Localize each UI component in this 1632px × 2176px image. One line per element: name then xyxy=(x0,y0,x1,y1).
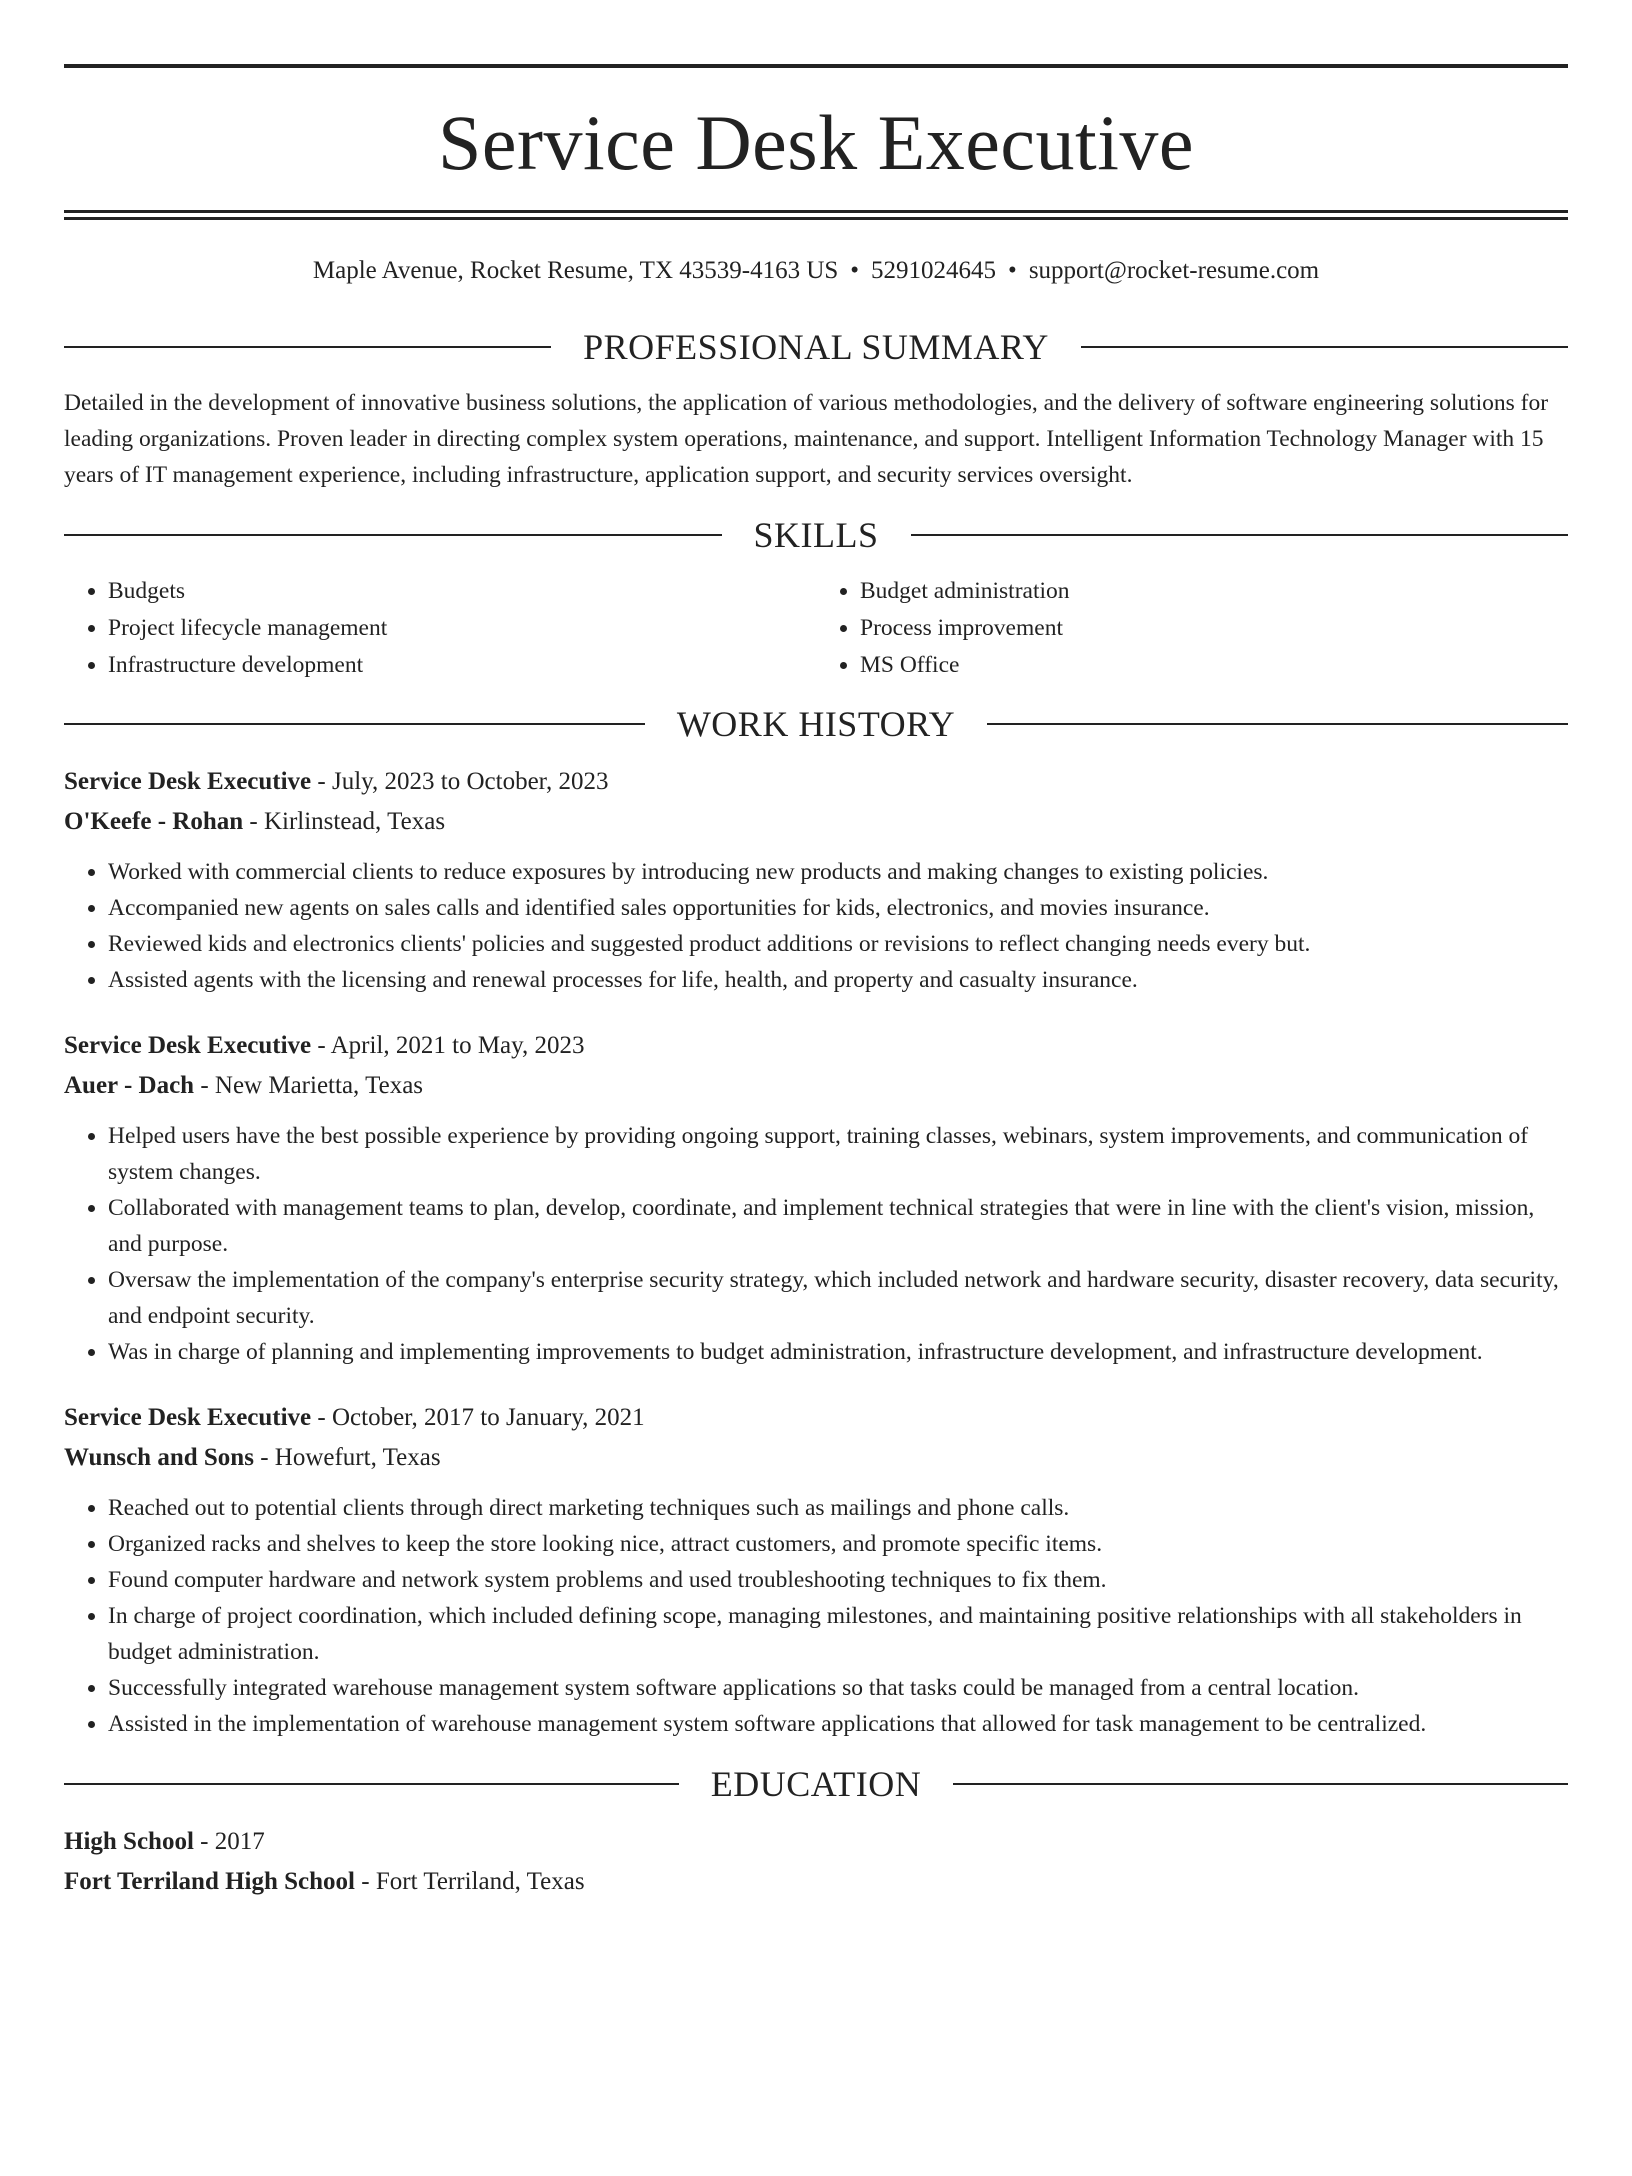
section-header-summary xyxy=(64,329,1568,365)
top-rule xyxy=(64,64,1568,68)
skill-item: • Project lifecycle management xyxy=(108,610,816,647)
job-company-line xyxy=(64,1066,1568,1106)
section-title-skills: SKILLS xyxy=(753,515,879,555)
contact-separator: • xyxy=(850,257,860,284)
skill-item: • Budget administration xyxy=(860,573,1568,610)
job-bullet: • Oversaw the implementation of the company's enterprise security strategy, which included network and hardware security, disaster recovery, data security, and endpoint security. xyxy=(108,1262,1568,1334)
education-degree: High School xyxy=(64,1828,194,1855)
section-rule xyxy=(953,1783,1568,1785)
section-header-skills xyxy=(64,517,1568,553)
resume-page xyxy=(0,64,1632,2176)
job-location: - Howefurt, Texas xyxy=(253,1444,441,1471)
job-dates: - October, 2017 to January, 2021 xyxy=(311,1404,645,1431)
section-rule xyxy=(911,534,1569,536)
section-title-education: EDUCATION xyxy=(710,1764,922,1804)
job-bullet: • Assisted in the implementation of warehouse management system software applications that allowed for task management to be centralized. xyxy=(108,1706,1568,1742)
job-bullet: • Reviewed kids and electronics clients' policies and suggested product additions or revisions to reflect changing needs every but. xyxy=(108,926,1568,962)
skill-item: • Process improvement xyxy=(860,610,1568,647)
job-entry xyxy=(64,762,1568,998)
section-rule xyxy=(64,1783,679,1785)
job-entry xyxy=(64,1398,1568,1742)
skill-item: • Infrastructure development xyxy=(108,647,816,684)
section-rule xyxy=(1081,346,1568,348)
job-entry xyxy=(64,1026,1568,1370)
skills-list xyxy=(64,573,1568,684)
education-school: Fort Terriland High School xyxy=(64,1868,356,1895)
job-bullet: • In charge of project coordination, which included defining scope, managing milestones, and maintaining positive relationships with all stakeholders in budget administration. xyxy=(108,1598,1568,1670)
job-location: - New Marietta, Texas xyxy=(194,1072,424,1099)
job-bullet: • Was in charge of planning and implementing improvements to budget administration, infrastructure development, and infrastructure development. xyxy=(108,1334,1568,1370)
skill-item: • MS Office xyxy=(860,647,1568,684)
job-bullet: • Successfully integrated warehouse management system software applications so that tasks could be managed from a central location. xyxy=(108,1670,1568,1706)
job-bullet: • Assisted agents with the licensing and renewal processes for life, health, and property and casualty insurance. xyxy=(108,962,1568,998)
section-rule xyxy=(987,723,1568,725)
job-title: Service Desk Executive xyxy=(64,768,312,795)
job-bullet: • Helped users have the best possible experience by providing ongoing support, training classes, webinars, system improvements, and communication of system changes. xyxy=(108,1118,1568,1190)
section-title-work: WORK HISTORY xyxy=(676,704,956,744)
job-bullet: • Worked with commercial clients to reduce exposures by introducing new products and making changes to existing policies. xyxy=(108,854,1568,890)
job-bullets xyxy=(64,1490,1568,1742)
candidate-name: Service Desk Executive xyxy=(437,99,1195,186)
job-title-line xyxy=(64,762,1568,802)
job-title: Service Desk Executive xyxy=(64,1032,312,1059)
job-bullet: • Accompanied new agents on sales calls and identified sales opportunities for kids, electronics, and movies insurance. xyxy=(108,890,1568,926)
contact-address: Maple Avenue, Rocket Resume, TX 43539-4163 US xyxy=(312,257,839,284)
job-title-line xyxy=(64,1398,1568,1438)
education-degree-line xyxy=(64,1822,1568,1862)
summary-text: Detailed in the development of innovative business solutions, the application of various methodologies, and the delivery of software engineering solutions for leading organizations. Proven leader in directing complex system operations, maintenance, and support. Intelligent Information Technology Manager with 15 years of IT management experience, including infrastructure, application support, and security services oversight. xyxy=(64,390,1549,488)
contact-line xyxy=(64,258,1568,283)
skill-item: • Budgets xyxy=(108,573,816,610)
job-bullet: • Collaborated with management teams to plan, develop, coordinate, and implement technical strategies that were in line with the client's vision, mission, and purpose. xyxy=(108,1190,1568,1262)
education-year: - 2017 xyxy=(193,1828,265,1855)
job-company-line xyxy=(64,802,1568,842)
job-company: Wunsch and Sons xyxy=(64,1444,254,1471)
job-location: - Kirlinstead, Texas xyxy=(243,808,446,835)
contact-phone: 5291024645 xyxy=(871,257,997,284)
job-title-line xyxy=(64,1026,1568,1066)
section-header-work xyxy=(64,706,1568,742)
skills-column-right xyxy=(816,573,1568,684)
job-bullet: • Reached out to potential clients through direct marketing techniques such as mailings and phone calls. xyxy=(108,1490,1568,1526)
job-title: Service Desk Executive xyxy=(64,1404,312,1431)
section-rule xyxy=(64,534,722,536)
work-history-list xyxy=(64,762,1568,1742)
education-entry xyxy=(64,1822,1568,1902)
job-company-line xyxy=(64,1438,1568,1478)
double-rule xyxy=(64,210,1568,220)
job-bullet: • Organized racks and shelves to keep the store looking nice, attract customers, and promote specific items. xyxy=(108,1526,1568,1562)
job-bullets xyxy=(64,854,1568,998)
job-bullet: • Found computer hardware and network system problems and used troubleshooting techniques to fix them. xyxy=(108,1562,1568,1598)
job-dates: - April, 2021 to May, 2023 xyxy=(311,1032,585,1059)
section-rule xyxy=(64,346,551,348)
section-rule xyxy=(64,723,645,725)
job-dates: - July, 2023 to October, 2023 xyxy=(311,768,609,795)
education-location: - Fort Terriland, Texas xyxy=(355,1868,585,1895)
job-company: O'Keefe - Rohan xyxy=(64,808,244,835)
section-header-education xyxy=(64,1766,1568,1802)
job-bullets xyxy=(64,1118,1568,1370)
contact-email: support@rocket-resume.com xyxy=(1028,257,1320,284)
contact-separator: • xyxy=(1008,257,1017,284)
education-school-line xyxy=(64,1862,1568,1902)
skills-column-left xyxy=(64,573,816,684)
job-company: Auer - Dach xyxy=(64,1072,195,1099)
section-title-summary: PROFESSIONAL SUMMARY xyxy=(583,327,1049,367)
